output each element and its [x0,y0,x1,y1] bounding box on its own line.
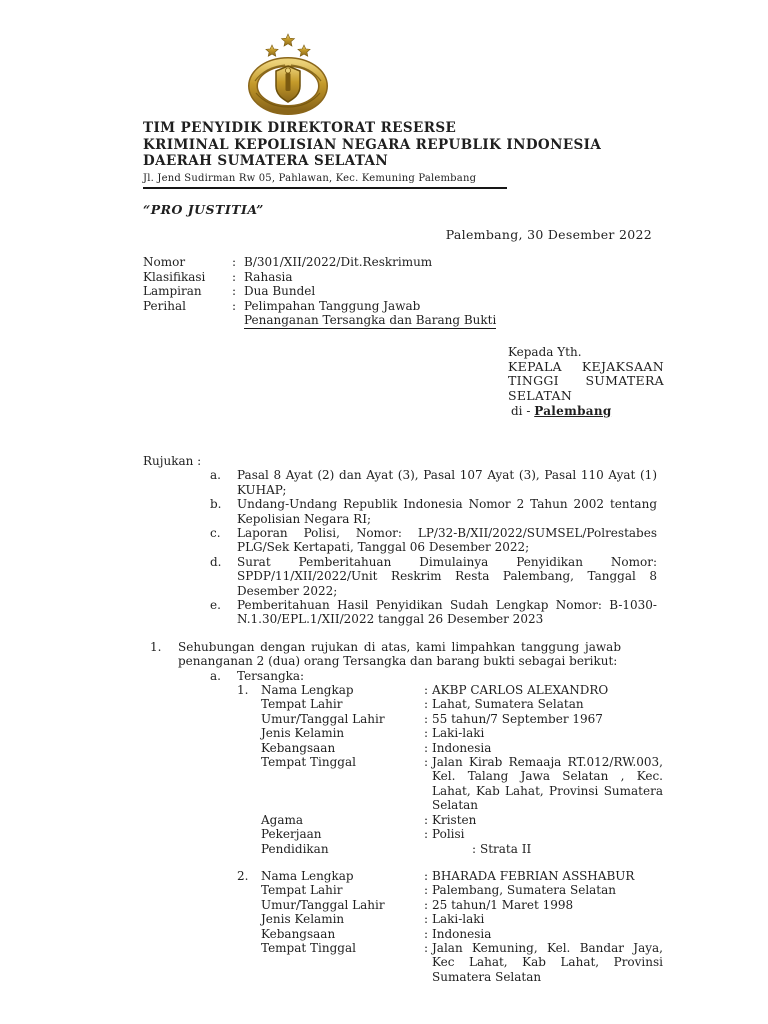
meta-row [143,299,660,313]
suspect-field-label: Kebangsaan [261,740,336,755]
letterhead-rule [143,187,507,189]
reference-marker: c. [210,525,221,540]
suspect-field-label: Nama Lengkap [261,683,354,698]
suspect-field-row [261,813,663,827]
reference-marker: d. [210,554,222,569]
suspect-field-colon: : [424,940,429,955]
suspect-field-value: 25 tahun/1 Maret 1998 [432,897,574,912]
reference-item [210,526,660,555]
meta-value: B/301/XII/2022/Dit.Reskrimum [244,255,433,270]
suspect-field-row [261,941,663,984]
letterhead-logo [143,33,660,115]
reference-item [210,598,660,627]
suspect-field-value: AKBP CARLOS ALEXANDRO [432,683,609,698]
suspect-field-row [261,842,663,856]
body-sub-a-label: Tersangka: [237,668,305,683]
meta-value: Rahasia [244,269,293,284]
suspect-field-colon: : [424,697,429,712]
suspect-field-row [261,683,663,697]
suspect-field-row [261,827,663,841]
suspect-field-label: Pekerjaan [261,827,322,842]
suspect-field-row [261,755,663,813]
references-heading: Rujukan : [143,453,202,468]
motto-pro-justitia: “PRO JUSTITIA” [143,201,264,217]
recipient-place [508,404,664,418]
recipient-place-prefix: di - [511,403,531,418]
suspect-field-colon: : [424,912,429,927]
reference-text: Pemberitahuan Hasil Penyidikan Sudah Lengkap Nomor: B-1030-N.1.30/EPL.1/XII/2022 tanggal 26 Desember 2023 [237,598,657,627]
suspect-field-value: Polisi [432,827,465,842]
suspect-field-value: Indonesia [432,740,492,755]
letterhead [143,120,660,189]
reference-marker: a. [210,468,221,483]
suspect-field-colon: : [424,897,429,912]
org-name-line2: KRIMINAL KEPOLISIAN NEGARA REPUBLIK INDONESIA [143,136,602,153]
suspect-field-label: Tempat Lahir [261,697,343,712]
suspect-block-2 [237,868,663,984]
suspect-field-colon: : [424,812,429,827]
org-address: Jl. Jend Sudirman Rw 05, Pahlawan, Kec. Kemuning Palembang [143,172,477,184]
suspect-field-label: Kebangsaan [261,926,336,941]
body-item-1 [143,640,660,669]
suspect-field-label: Pendidikan [261,841,329,856]
meta-colon: : [232,269,237,284]
reference-item [210,468,660,497]
recipient-place-city: Palembang [534,403,612,418]
reference-text: Laporan Polisi, Nomor: LP/32-B/XII/2022/SUMSEL/Polrestabes PLG/Sek Kertapati, Tanggal 06 Desember 2022; [237,525,657,555]
suspect-field-colon: : [424,883,429,898]
meta-label: Klasifikasi [143,269,206,284]
body-sub-a-marker: a. [210,668,221,683]
reference-text: Pasal 8 Ayat (2) dan Ayat (3), Pasal 107 Ayat (3), Pasal 110 Ayat (1) KUHAP; [237,468,657,497]
meta-value: Pelimpahan Tanggung Jawab [244,298,421,313]
suspect-field-label: Nama Lengkap [261,868,354,883]
suspect-field-value: Kristen [432,812,477,827]
suspect-field-row [261,712,663,726]
suspect-field-row [261,726,663,740]
suspect-field-value: Laki-laki [432,726,485,741]
meta-label: Nomor [143,255,186,270]
suspect-1-fields [261,683,663,856]
perihal-indent [143,313,244,329]
suspect-field-colon: : [424,726,429,741]
suspect-field-value: Lahat, Sumatera Selatan [432,697,584,712]
recipient-salutation: Kepada Yth. [508,345,582,360]
suspect-field-row [261,898,663,912]
meta-colon: : [232,298,237,313]
recipient-block [508,345,664,418]
meta-label: Lampiran [143,284,202,299]
reference-item [210,497,660,526]
suspect-field-label: Tempat Lahir [261,883,343,898]
suspect-field-label: Tempat Tinggal [261,940,356,955]
suspect-field-label: Agama [261,812,304,827]
suspect-field-row [261,883,663,897]
suspect-field-value: Indonesia [432,926,492,941]
perihal-line2-row [143,313,660,329]
suspect-field-value: Jalan Kirab Remaaja RT.012/RW.003, Kel. Talang Jawa Selatan , Kec. Lahat, Kab Lahat, Provinsi Sumatera Selatan [432,755,663,813]
suspect-field-label: Tempat Tinggal [261,755,356,770]
meta-label: Perihal [143,298,186,313]
references-list [210,468,660,626]
suspect-field-value: 55 tahun/7 September 1967 [432,711,603,726]
suspect-field-label: Umur/Tanggal Lahir [261,711,385,726]
suspect-field-colon: : [424,827,429,842]
suspect-field-colon: : [424,926,429,941]
meta-value: Dua Bundel [244,284,316,299]
suspect-field-label: Umur/Tanggal Lahir [261,897,385,912]
suspect-field-value: Laki-laki [432,912,485,927]
org-name-line1: TIM PENYIDIK DIREKTORAT RESERSE [143,120,457,136]
suspect-field-colon: : [424,740,429,755]
reference-item [210,555,660,598]
suspect-field-colon: : [424,755,429,770]
body-sub-a [210,669,660,683]
dateline: Palembang, 30 Desember 2022 [445,226,652,242]
suspect-field-row [261,697,663,711]
body-item-1-marker: 1. [150,639,162,654]
org-name-line3: DAERAH SUMATERA SELATAN [143,153,389,169]
suspect-1-number: 1. [237,683,249,698]
suspect-block-1 [237,683,663,856]
recipient-name: KEPALA KEJAKSAAN TINGGI SUMATERA SELATAN [508,358,664,403]
meta-colon: : [232,255,237,270]
meta-colon: : [232,284,237,299]
suspect-field-colon: : [424,711,429,726]
suspect-field-row [261,869,663,883]
reference-text: Surat Pemberitahuan Dimulainya Penyidikan Nomor: SPDP/11/XII/2022/Unit Reskrim Resta Palembang, Tanggal 8 Desember 2022; [237,554,657,598]
suspect-field-colon: : [424,683,429,698]
suspect-field-row [261,927,663,941]
suspect-2-number: 2. [237,868,249,883]
reference-text: Undang-Undang Republik Indonesia Nomor 2 Tahun 2002 tentang Kepolisian Negara RI; [237,497,657,526]
suspect-field-value: Palembang, Sumatera Selatan [432,883,617,898]
suspect-field-label: Jenis Kelamin [261,912,345,927]
suspect-field-label: Jenis Kelamin [261,726,345,741]
meta-row [143,284,660,298]
perihal-line2: Penanganan Tersangka dan Barang Bukti [244,313,496,329]
suspect-field-colon: : [424,868,429,883]
suspect-field-value: BHARADA FEBRIAN ASSHABUR [432,868,635,883]
reference-marker: e. [210,598,221,612]
suspect-field-row [261,912,663,926]
meta-row [143,270,660,284]
letter-meta [143,255,660,313]
body-item-1-text: Sehubungan dengan rujukan di atas, kami limpahkan tanggung jawab penanganan 2 (dua) orang Tersangka dan barang bukti sebagai berikut: [178,639,621,669]
suspect-field-row [261,741,663,755]
suspect-field-value: Jalan Kemuning, Kel. Bandar Jaya, Kec Lahat, Kab Lahat, Provinsi Sumatera Selatan [432,940,663,984]
suspect-field-value: Strata II [480,841,532,856]
suspect-2-fields [261,869,663,984]
suspect-field-colon: : [472,841,477,856]
meta-row [143,255,660,269]
reference-marker: b. [210,497,222,512]
polri-emblem-icon [229,33,347,115]
